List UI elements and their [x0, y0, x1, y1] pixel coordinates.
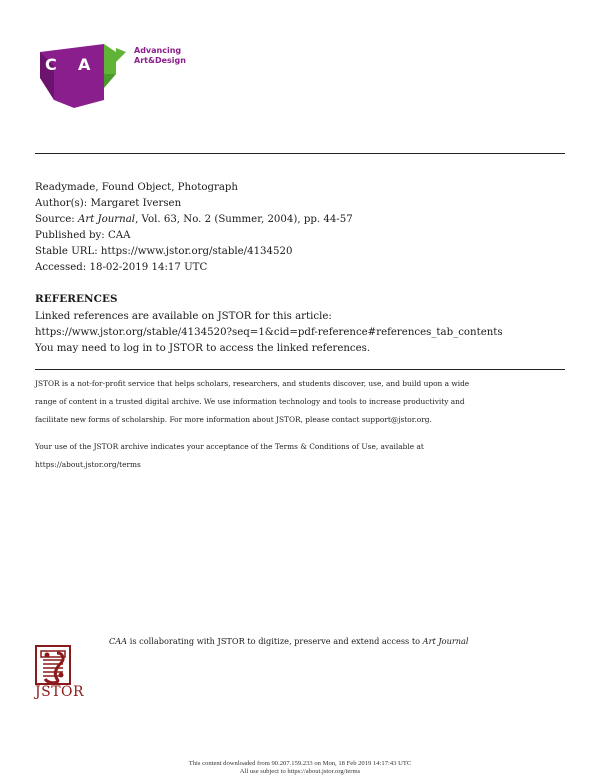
logo-tagline-line1: Advancing: [134, 46, 182, 55]
jstor-notice: [35, 375, 469, 429]
author-label: Author(s):: [35, 197, 88, 209]
section-divider: [35, 369, 565, 370]
collab-text: is collaborating with JSTOR to digitize, preserve and extend access to: [127, 636, 423, 646]
references-link[interactable]: https://www.jstor.org/stable/4134520?seq=1&cid=pdf-reference#references_tab_contents: [35, 326, 503, 338]
collab-publisher: CAA: [109, 636, 128, 646]
stable-url-label: Stable URL:: [35, 245, 98, 257]
download-footer: [0, 760, 600, 776]
caa-logo: [40, 44, 210, 108]
logo-tagline-line2: Art&Design: [134, 56, 186, 65]
collab-journal: Art Journal: [422, 636, 469, 646]
accessed-line: [35, 260, 353, 276]
stable-url-line: [35, 244, 353, 260]
references-section: [35, 309, 503, 357]
source-journal: Art Journal: [77, 213, 136, 225]
author-line: [35, 196, 353, 212]
logo-letter-a1: A: [78, 55, 91, 74]
accessed-label: Accessed:: [35, 261, 87, 273]
publisher-value: CAA: [108, 229, 131, 241]
article-title: Readymade, Found Object, Photograph: [35, 182, 238, 193]
stable-url-link[interactable]: https://www.jstor.org/stable/4134520: [100, 245, 293, 257]
logo-letter-a2: A: [104, 86, 117, 105]
references-intro: Linked references are available on JSTOR for this article:: [35, 311, 332, 322]
publisher-label: Published by:: [35, 229, 105, 241]
jstor-notice-line1: JSTOR is a not-for-profit service that helps scholars, researchers, and students discover, use, and build upon a wide: [35, 379, 470, 388]
footer-terms[interactable]: All use subject to https://about.jstor.org/terms: [239, 768, 361, 775]
terms-notice: [35, 438, 424, 474]
terms-notice-line1: Your use of the JSTOR archive indicates your acceptance of the Terms & Conditions of Use, available at: [35, 442, 424, 451]
source-line: [35, 212, 353, 228]
caa-logo-mark: [40, 44, 134, 108]
references-login-note: You may need to log in to JSTOR to access the linked references.: [35, 342, 371, 354]
collaboration-statement: [109, 636, 469, 646]
terms-link[interactable]: https://about.jstor.org/terms: [35, 460, 141, 469]
article-metadata: [35, 180, 353, 275]
footer-line1: This content downloaded from 90.207.159.233 on Mon, 18 Feb 2019 14:17:43 UTC: [188, 760, 412, 767]
author-value: Margaret Iversen: [90, 197, 182, 209]
source-details: , Vol. 63, No. 2 (Summer, 2004), pp. 44-57: [135, 213, 353, 225]
jstor-logo-wordmark: JSTOR: [35, 684, 85, 700]
jstor-notice-line2: range of content in a trusted digital archive. We use information technology and tools to increase productivity and: [35, 397, 465, 406]
logo-letter-c: C: [45, 55, 57, 74]
accessed-value: 18-02-2019 14:17 UTC: [89, 261, 208, 273]
logo-tagline: [134, 46, 186, 66]
references-heading: REFERENCES: [35, 293, 118, 305]
header-divider: [35, 153, 565, 154]
source-label: Source:: [35, 213, 75, 225]
publisher-line: [35, 228, 353, 244]
jstor-notice-line3: facilitate new forms of scholarship. For more information about JSTOR, please contact support@jstor.org.: [35, 415, 432, 424]
